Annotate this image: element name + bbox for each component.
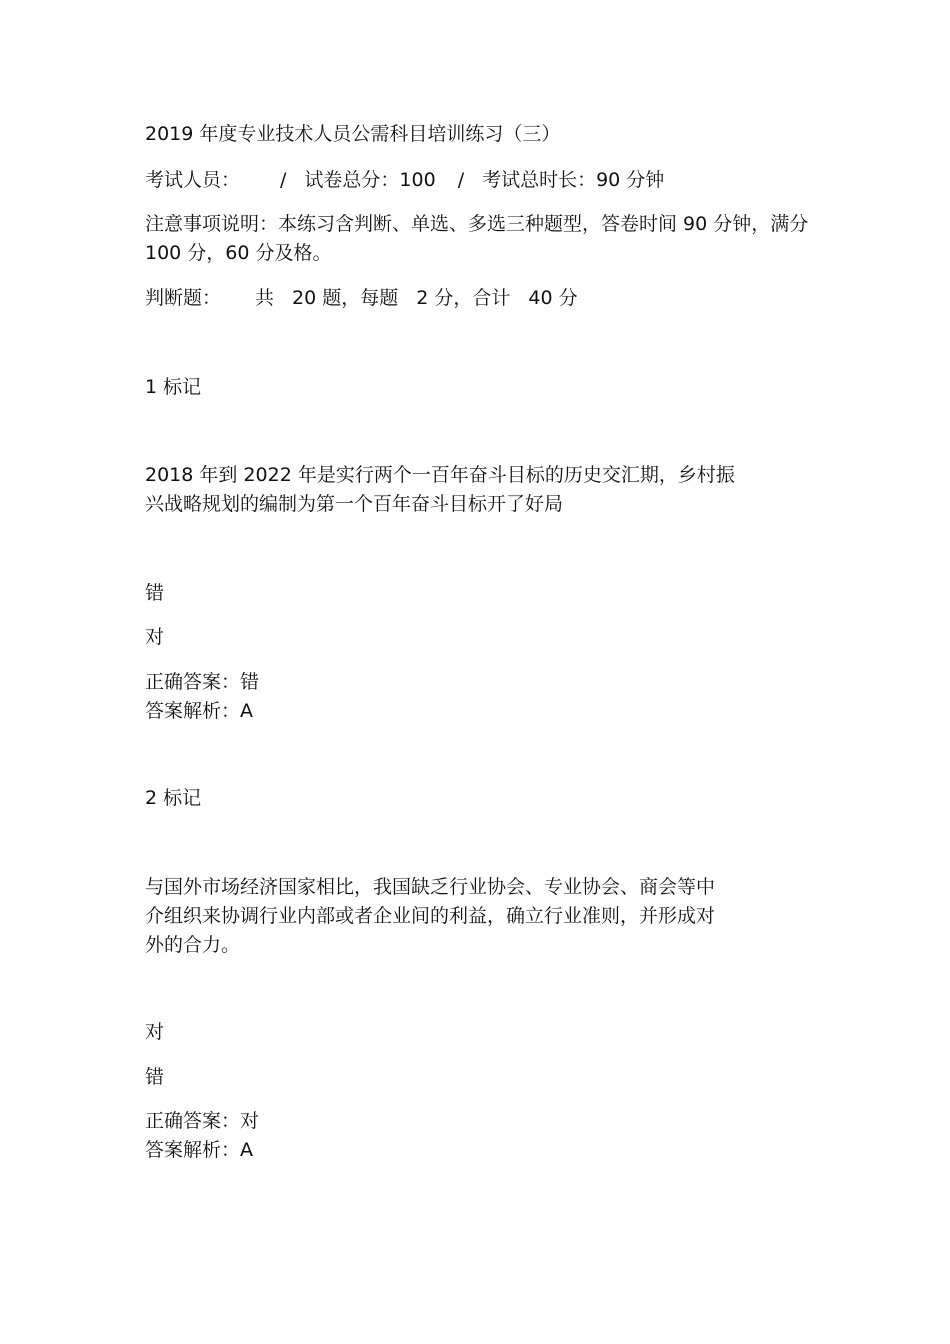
examinee-label: 考试人员： — [145, 169, 241, 191]
question-text: 2018 年到 2022 年是实行两个一百年奋斗目标的历史交汇期，乡村振 — [145, 464, 735, 486]
total-score: 试卷总分：100 — [304, 169, 436, 191]
section-points: 2 分，合计 — [416, 287, 511, 309]
question-text: 兴战略规划的编制为第一个百年奋斗目标开了好局 — [145, 493, 564, 515]
question-text: 与国外市场经济国家相比，我国缺乏行业协会、专业协会、商会等中 — [145, 876, 716, 898]
section-header — [145, 284, 825, 313]
question-text: 介组织来协调行业内部或者企业间的利益，确立行业准则，并形成对 — [145, 905, 716, 927]
question-mark[interactable]: 1 标记 — [145, 376, 202, 398]
document-title: 2019 年度专业技术人员公需科目培训练习（三） — [145, 123, 561, 145]
question-text: 外的合力。 — [145, 934, 241, 956]
section-label: 判断题： — [145, 287, 222, 309]
meta-separator: / — [457, 169, 465, 191]
meta-separator: / — [280, 169, 287, 191]
section-count-value: 20 题，每题 — [292, 287, 399, 309]
notice-text: 注意事项说明：本练习含判断、单选、多选三种题型，答卷时间 90 分钟，满分 100 分，60 分及格。 — [145, 213, 809, 264]
answer-option[interactable]: 对 — [145, 626, 165, 648]
correct-answer: 正确答案：错 — [145, 671, 260, 693]
section-count: 共 — [255, 287, 275, 309]
answer-analysis: 答案解析：A — [145, 1139, 253, 1161]
answer-option[interactable]: 错 — [145, 582, 165, 604]
exam-meta — [145, 166, 825, 195]
answer-option[interactable]: 对 — [145, 1021, 165, 1043]
exam-duration: 考试总时长：90 分钟 — [482, 169, 665, 191]
section-total: 40 分 — [528, 287, 578, 309]
answer-option[interactable]: 错 — [145, 1066, 165, 1088]
question-mark[interactable]: 2 标记 — [145, 787, 202, 809]
correct-answer: 正确答案：对 — [145, 1110, 260, 1132]
answer-analysis: 答案解析：A — [145, 700, 253, 722]
